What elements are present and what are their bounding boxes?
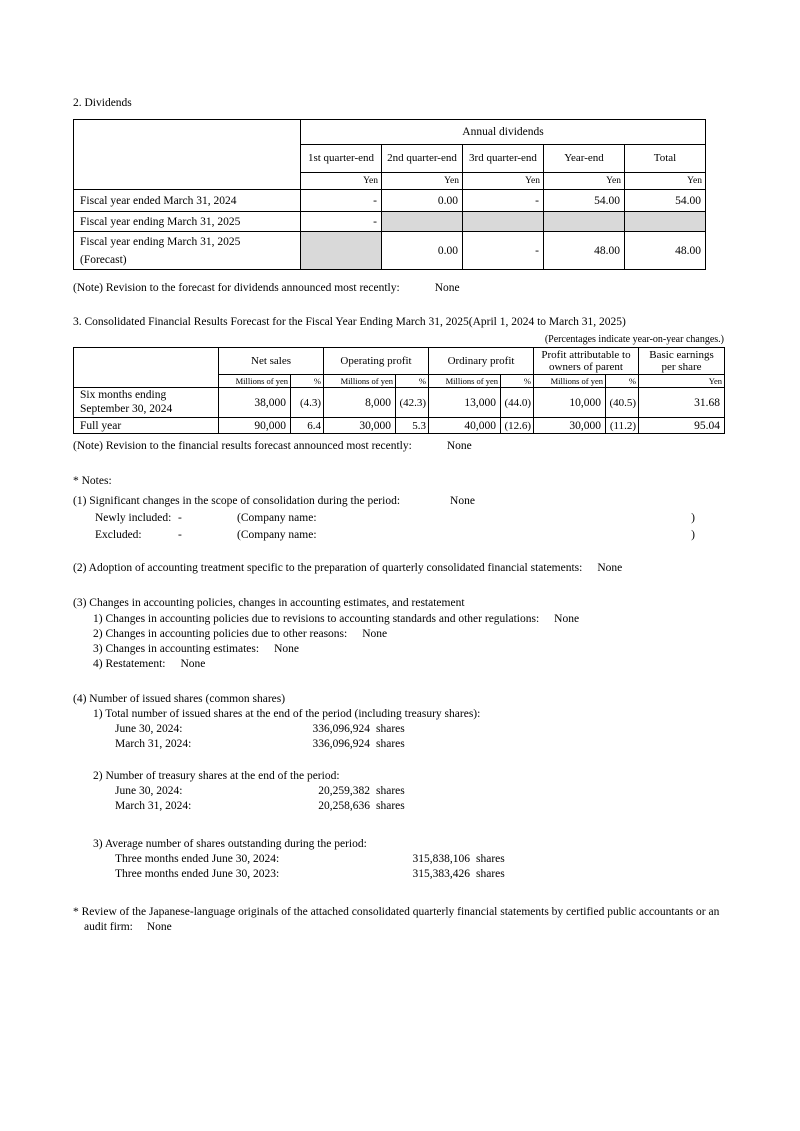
forecast-corner-cell — [74, 348, 219, 388]
share-count: 20,259,382 — [318, 785, 370, 797]
share-row — [115, 867, 724, 882]
subitem-value: None — [180, 658, 206, 670]
unit-label: Yen — [639, 375, 725, 388]
shaded-cell — [382, 212, 463, 232]
yen-unit-label: Yen — [301, 173, 382, 190]
company-name-label: (Company name: — [237, 529, 317, 541]
share-period-label: Three months ended June 30, 2023: — [115, 868, 280, 880]
forecast-pct: 5.3 — [396, 418, 429, 434]
forecast-value: 10,000 — [534, 388, 606, 418]
note-item-2 — [73, 561, 724, 576]
share-count: 20,258,636 — [318, 800, 370, 812]
forecast-col-profit-attributable: Profit attributable to owners of parent — [534, 348, 639, 375]
share-count: 336,096,924 — [312, 723, 370, 735]
note-item-2-value: None — [597, 562, 623, 574]
close-paren: ) — [691, 512, 695, 524]
forecast-note-value: None — [446, 440, 472, 452]
shaded-cell — [301, 232, 382, 270]
treasury-shares-label: 2) Number of treasury shares at the end of the period: — [93, 770, 340, 782]
note-item-4-label: (4) Number of issued shares (common shares) — [73, 693, 286, 705]
share-count: 336,096,924 — [312, 738, 370, 750]
share-date-label: March 31, 2024: — [115, 738, 192, 750]
forecast-note-label: (Note) Revision to the financial results forecast announced most recently: — [73, 440, 412, 452]
row-label: Six months ending September 30, 2024 — [74, 388, 219, 418]
row-label: Fiscal year ending March 31, 2025 — [74, 212, 301, 232]
average-shares-label: 3) Average number of shares outstanding during the period: — [93, 838, 367, 850]
share-date-label: June 30, 2024: — [115, 723, 183, 735]
dividend-value: - — [463, 190, 544, 212]
annual-dividends-header: Annual dividends — [301, 120, 706, 145]
forecast-section-title: 3. Consolidated Financial Results Forecast for the Fiscal Year Ending March 31, 2025(April 1, 2024 to March 31, 2025) — [73, 316, 626, 328]
forecast-value: 30,000 — [534, 418, 606, 434]
dividends-col-header-q1: 1st quarter-end — [301, 145, 382, 173]
dividends-header-row-1 — [74, 120, 706, 145]
subitem-label: 2) Changes in accounting policies due to other reasons: — [93, 628, 348, 640]
note-item-3-sub-4 — [93, 657, 724, 672]
forecast-row-six-months — [74, 388, 725, 418]
forecast-pct: (11.2) — [606, 418, 639, 434]
row-label: Fiscal year ended March 31, 2024 — [74, 190, 301, 212]
share-unit: shares — [376, 738, 405, 750]
forecast-pct: (40.5) — [606, 388, 639, 418]
dividends-col-header-q3: 3rd quarter-end — [463, 145, 544, 173]
share-row — [115, 852, 724, 867]
yen-unit-label: Yen — [625, 173, 706, 190]
subitem-label: 1) Changes in accounting policies due to revisions to accounting standards and other regulations: — [93, 613, 540, 625]
share-count: 315,838,106 — [412, 853, 470, 865]
row-label-line2: (Forecast) — [80, 253, 127, 266]
forecast-pct: (12.6) — [501, 418, 534, 434]
note-item-1-value: None — [450, 495, 475, 507]
share-unit: shares — [476, 853, 505, 865]
forecast-col-operating-profit: Operating profit — [324, 348, 429, 375]
share-row — [115, 722, 724, 737]
share-unit: shares — [376, 800, 405, 812]
audit-review-note — [73, 905, 735, 935]
excluded-value: - — [178, 529, 182, 541]
dividends-col-header-q2: 2nd quarter-end — [382, 145, 463, 173]
dividend-value: 48.00 — [625, 232, 706, 270]
dividends-corner-cell — [74, 120, 301, 190]
forecast-pct: 6.4 — [291, 418, 324, 434]
company-name-label: (Company name: — [237, 512, 317, 524]
unit-label: % — [501, 375, 534, 388]
note-item-3-sub-1 — [93, 612, 724, 627]
unit-label: % — [396, 375, 429, 388]
unit-label: Millions of yen — [534, 375, 606, 388]
forecast-value: 13,000 — [429, 388, 501, 418]
dividend-value: 0.00 — [382, 232, 463, 270]
forecast-row-full-year — [74, 418, 725, 434]
share-date-label: March 31, 2024: — [115, 800, 192, 812]
note-item-3-label: (3) Changes in accounting policies, changes in accounting estimates, and restatement — [73, 597, 465, 609]
subitem-label: 3) Changes in accounting estimates: — [93, 643, 260, 655]
forecast-pct: (44.0) — [501, 388, 534, 418]
dividend-value: - — [301, 190, 382, 212]
note-item-2-label: (2) Adoption of accounting treatment specific to the preparation of quarterly consolidated financial statements: — [73, 562, 583, 574]
audit-review-label: * Review of the Japanese-language originals of the attached consolidated quarterly financial statements by certified public accountants or an audit firm: — [73, 906, 720, 933]
subitem-label: 4) Restatement: — [93, 658, 166, 670]
shaded-cell — [463, 212, 544, 232]
share-period-label: Three months ended June 30, 2024: — [115, 853, 280, 865]
dividend-value: 48.00 — [544, 232, 625, 270]
newly-included-label: Newly included: — [95, 512, 172, 524]
share-unit: shares — [376, 785, 405, 797]
share-row — [115, 737, 724, 752]
note-item-1-label: (1) Significant changes in the scope of consolidation during the period: — [73, 495, 401, 507]
close-paren: ) — [691, 529, 695, 541]
dividends-note — [73, 281, 724, 296]
percentages-note: (Percentages indicate year-on-year changes.) — [544, 334, 724, 345]
dividend-value: 54.00 — [544, 190, 625, 212]
excluded-line — [95, 528, 695, 543]
subitem-value: None — [554, 613, 580, 625]
unit-label: Millions of yen — [219, 375, 291, 388]
forecast-value: 38,000 — [219, 388, 291, 418]
forecast-note — [73, 439, 724, 454]
forecast-value: 95.04 — [639, 418, 725, 434]
unit-label: % — [606, 375, 639, 388]
dividends-row-fy2024 — [74, 190, 706, 212]
note-item-1 — [73, 494, 724, 509]
row-label: Full year — [74, 418, 219, 434]
forecast-value: 90,000 — [219, 418, 291, 434]
dividends-table — [73, 119, 706, 270]
shaded-cell — [625, 212, 706, 232]
forecast-table — [73, 347, 725, 434]
dividend-value: - — [463, 232, 544, 270]
share-count: 315,383,426 — [412, 868, 470, 880]
yen-unit-label: Yen — [463, 173, 544, 190]
notes-header: * Notes: — [73, 475, 112, 487]
share-row — [115, 784, 724, 799]
dividends-note-label: (Note) Revision to the forecast for dividends announced most recently: — [73, 282, 400, 294]
dividends-note-value: None — [434, 282, 460, 294]
dividends-section-title: 2. Dividends — [73, 97, 132, 109]
dividends-col-header-total: Total — [625, 145, 706, 173]
dividends-row-fy2025-forecast — [74, 232, 706, 270]
forecast-header-row — [74, 348, 725, 375]
newly-included-value: - — [178, 512, 182, 524]
subitem-value: None — [274, 643, 299, 655]
forecast-value: 8,000 — [324, 388, 396, 418]
forecast-col-basic-eps: Basic earnings per share — [639, 348, 725, 375]
note-item-3-sub-3 — [93, 642, 724, 657]
unit-label: % — [291, 375, 324, 388]
yen-unit-label: Yen — [382, 173, 463, 190]
dividend-value: - — [301, 212, 382, 232]
newly-included-line — [95, 511, 695, 526]
dividend-value: 54.00 — [625, 190, 706, 212]
audit-review-value: None — [146, 921, 172, 933]
yen-unit-label: Yen — [544, 173, 625, 190]
forecast-pct: (42.3) — [396, 388, 429, 418]
forecast-value: 31.68 — [639, 388, 725, 418]
row-label — [74, 232, 301, 270]
unit-label: Millions of yen — [324, 375, 396, 388]
excluded-label: Excluded: — [95, 529, 142, 541]
forecast-pct: (4.3) — [291, 388, 324, 418]
share-row — [115, 799, 724, 814]
unit-label: Millions of yen — [429, 375, 501, 388]
row-label-line1: Fiscal year ending March 31, 2025 — [80, 235, 241, 248]
dividends-row-fy2025 — [74, 212, 706, 232]
forecast-value: 40,000 — [429, 418, 501, 434]
note-item-3-sub-2 — [93, 627, 724, 642]
dividends-col-header-yearend: Year-end — [544, 145, 625, 173]
issued-shares-label: 1) Total number of issued shares at the end of the period (including treasury shares): — [93, 708, 481, 720]
share-date-label: June 30, 2024: — [115, 785, 183, 797]
share-unit: shares — [476, 868, 505, 880]
subitem-value: None — [362, 628, 388, 640]
dividend-value: 0.00 — [382, 190, 463, 212]
shaded-cell — [544, 212, 625, 232]
share-unit: shares — [376, 723, 405, 735]
forecast-col-net-sales: Net sales — [219, 348, 324, 375]
forecast-value: 30,000 — [324, 418, 396, 434]
forecast-col-ordinary-profit: Ordinary profit — [429, 348, 534, 375]
